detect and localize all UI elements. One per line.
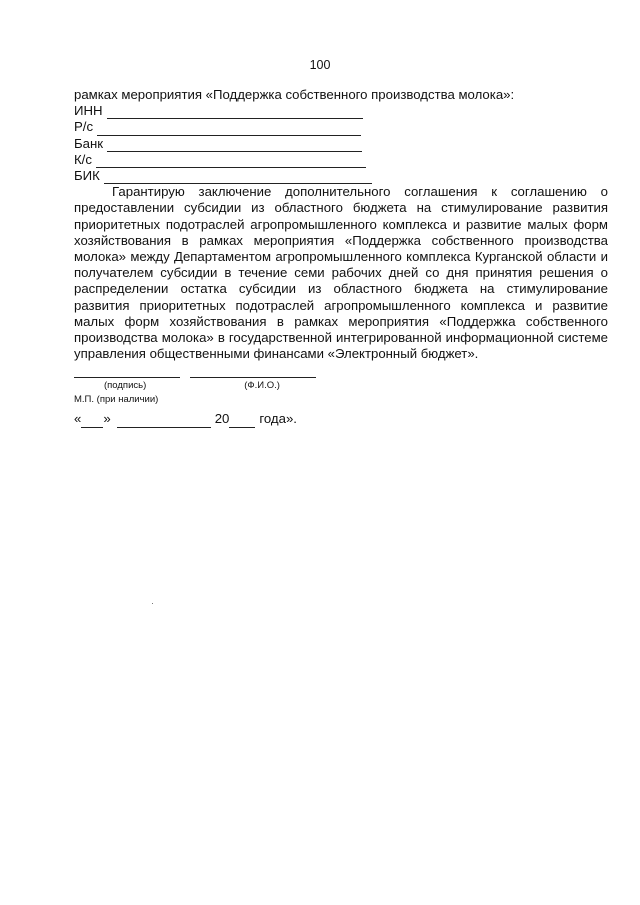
year-prefix: 20 <box>214 411 230 427</box>
field-label-bik: БИК <box>74 167 100 183</box>
date-close-quote: » <box>103 411 111 427</box>
field-inn <box>74 103 608 119</box>
guarantee-paragraph: Гарантирую заключение дополнительного соглашения к соглашению о предоставлении субсидии из областного бюджета на стимулирование развития приоритетных подотраслей агропромышленного комплекса и развитие малых форм хозяйствования в рамках мероприятия «Поддержка собственного производства молока» между Департаментом агропромышленного комплекса Курганской области и получателем субсидии в течение семи рабочих дней со дня принятия решения о распределении остатка субсидии из областного бюджета на стимулирование развития приоритетных подотраслей агропромышленного комплекса и развитие малых форм хозяйствования в рамках мероприятия «Поддержка собственного производства молока» в государственной интегрированной информационной системе управления общественными финансами «Электронный бюджет». <box>74 184 608 362</box>
month-blank <box>117 417 211 428</box>
date-line <box>74 411 608 427</box>
field-account <box>74 119 608 135</box>
field-blank-bik <box>104 172 372 184</box>
date-suffix: года». <box>259 411 297 427</box>
field-blank-bank <box>107 140 362 152</box>
field-label-bank: Банк <box>74 135 104 151</box>
day-blank <box>81 417 103 428</box>
field-blank-inn <box>107 107 363 119</box>
field-bank <box>74 136 608 152</box>
signature-blank <box>74 372 180 378</box>
date-open-quote: « <box>74 411 82 427</box>
field-corr-account <box>74 152 608 168</box>
field-bik <box>74 168 608 184</box>
field-label-account: Р/с <box>74 119 94 135</box>
scan-speck <box>152 603 153 604</box>
stamp-note: М.П. (при наличии) <box>74 394 159 406</box>
year-blank <box>229 417 255 428</box>
name-caption: (Ф.И.О.) <box>244 380 280 392</box>
signature-caption: (подпись) <box>104 380 147 392</box>
name-blank <box>190 372 316 378</box>
field-label-inn: ИНН <box>74 103 103 119</box>
field-label-corr-account: К/с <box>74 151 92 167</box>
intro-line: рамках мероприятия «Поддержка собственного производства молока»: <box>74 87 515 102</box>
field-blank-corr-account <box>96 156 366 168</box>
page-number: 100 <box>309 58 331 72</box>
document-body <box>74 87 608 428</box>
field-blank-account <box>97 124 361 136</box>
signature-captions <box>74 380 608 391</box>
signature-lines <box>74 372 608 378</box>
